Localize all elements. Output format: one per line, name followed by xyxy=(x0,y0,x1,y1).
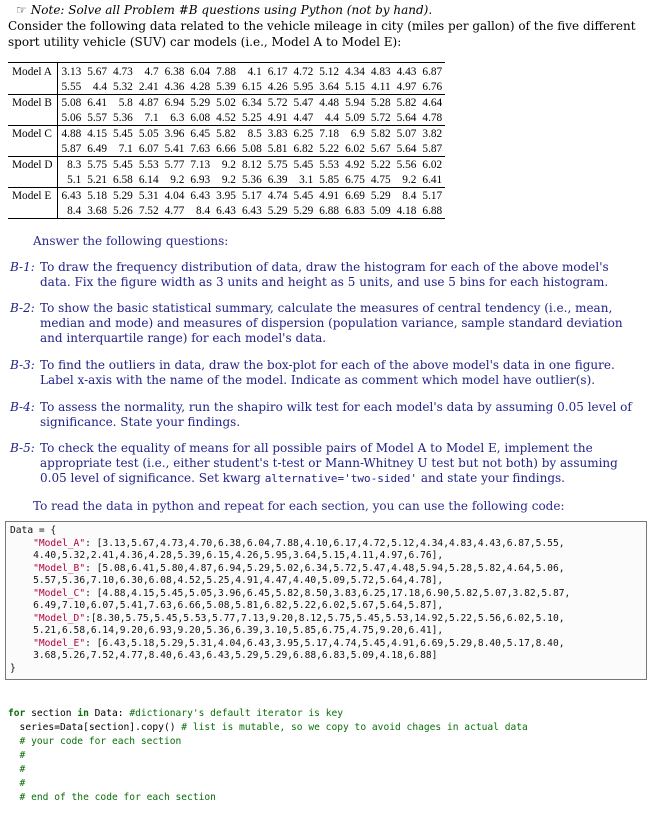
mileage-cell: 5.17 xyxy=(422,189,443,202)
mileage-cell: 7.88 xyxy=(213,63,239,80)
mileage-cell: 4.43 xyxy=(394,63,420,80)
mileage-cell: 4.83 xyxy=(368,63,394,80)
loop-line: for section in Data: #dictionary's default iterator is key xyxy=(8,708,344,719)
mileage-cell: 5.36 xyxy=(239,172,265,188)
mileage-cell: 4.36 xyxy=(162,79,188,95)
mileage-cell: 6.43 xyxy=(239,203,265,219)
mileage-cell: 4.78 xyxy=(419,110,445,126)
mileage-cell: 4.11 xyxy=(368,79,394,95)
model-name-cell: Model C xyxy=(8,126,58,142)
mileage-cell: 5.55 xyxy=(58,79,84,95)
mileage-cell: 5.29 xyxy=(291,203,317,219)
mileage-cell: 4.75 xyxy=(368,172,394,188)
question-b4 xyxy=(10,400,650,432)
mileage-cell: 8.5 xyxy=(247,127,262,140)
mileage-cell: 5.39 xyxy=(213,79,239,95)
mileage-cell: 6.34 xyxy=(241,96,262,109)
mileage-cell: 6.87 xyxy=(419,63,445,80)
table-row xyxy=(8,157,445,173)
code-values: : [5.08,6.41,5.80,4.87,6.94,5.29,5.02,6.34,5.72,5.47,4.48,5.94,5.28,5.82,4.64,5.06, xyxy=(85,563,565,574)
mileage-cell: 4.72 xyxy=(291,63,317,80)
model-name-cell xyxy=(8,141,58,157)
table-row xyxy=(8,110,445,126)
mileage-cell: 6.41 xyxy=(419,172,445,188)
mileage-cell: 5.53 xyxy=(138,158,159,171)
mileage-cell: 6.82 xyxy=(291,141,317,157)
mileage-cell: 5.32 xyxy=(110,79,136,95)
mileage-cell: 5.67 xyxy=(84,63,110,80)
mileage-cell: 8.12 xyxy=(241,158,262,171)
mileage-cell: 9.2 xyxy=(394,172,420,188)
code-key: "Model_C" xyxy=(33,588,86,599)
mileage-cell: 5.29 xyxy=(370,189,391,202)
mileage-cell: 5.75 xyxy=(267,158,288,171)
mileage-cell: 4.28 xyxy=(187,79,213,95)
mileage-cell: 6.43 xyxy=(213,203,239,219)
question-b5 xyxy=(10,441,650,489)
mileage-cell: 5.64 xyxy=(394,110,420,126)
model-name-cell: Model E xyxy=(8,188,58,204)
mileage-cell: 4.47 xyxy=(291,110,317,126)
code-line xyxy=(10,624,443,637)
table-row xyxy=(8,141,445,157)
mileage-cell: 9.2 xyxy=(162,172,188,188)
code-line xyxy=(10,574,443,587)
answer-heading: Answer the following questions: xyxy=(33,234,229,248)
mileage-cell: 8.4 xyxy=(402,189,417,202)
mileage-cell: 5.47 xyxy=(293,96,314,109)
table-row xyxy=(8,203,445,219)
code-values: 5.57,5.36,7.10,6.30,6.08,4.52,5.25,4.91,4.47,4.40,5.09,5.72,5.64,4.78], xyxy=(33,575,444,586)
mileage-cell: 5.15 xyxy=(342,79,368,95)
mileage-cell: 5.72 xyxy=(368,110,394,126)
mileage-cell: 5.41 xyxy=(162,141,188,157)
question-label: B-4: xyxy=(10,400,35,414)
loop-code xyxy=(8,707,528,805)
model-name-cell xyxy=(8,110,58,126)
model-name-cell: Model A xyxy=(8,63,58,80)
mileage-cell: 5.72 xyxy=(267,96,288,109)
mileage-cell: 5.95 xyxy=(291,79,317,95)
mileage-cell: 7.1 xyxy=(110,141,136,157)
mileage-cell: 5.28 xyxy=(370,96,391,109)
question-text xyxy=(40,441,640,486)
question-text: To show the basic statistical summary, calculate the measures of central tendency (i.e., mean, median and mode) and measures of dispersion (population variance, sample standard deviation and interquartile range) for each model's data. xyxy=(40,301,623,345)
mileage-cell: 6.38 xyxy=(162,63,188,80)
mileage-cell: 6.58 xyxy=(110,172,136,188)
question-label: B-1: xyxy=(10,260,35,274)
mileage-cell: 6.04 xyxy=(187,63,213,80)
mileage-cell: 4.52 xyxy=(213,110,239,126)
mileage-cell: 7.52 xyxy=(136,203,162,219)
question-text-before: To check the equality of means for all possible pairs of Model A to Model E, implement the appropriate test (i.e., either student's t-test or Mann-Whitney U test but not both) by assuming 0.05 level of significance. Set kwarg xyxy=(40,441,618,485)
question-label: B-3: xyxy=(10,358,35,372)
mileage-cell: 6.17 xyxy=(265,63,291,80)
code-values: : [6.43,5.18,5.29,5.31,4.04,6.43,3.95,5.17,4.74,5.45,4.91,6.69,5.29,8.40,5.17,8.40, xyxy=(85,638,565,649)
mileage-cell: 3.64 xyxy=(316,79,342,95)
mileage-cell: 5.08 xyxy=(239,141,265,157)
code-key: "Model_D" xyxy=(33,613,86,624)
mileage-cell: 5.56 xyxy=(396,158,417,171)
mileage-cell: 5.18 xyxy=(87,189,108,202)
model-name-cell: Model B xyxy=(8,95,58,111)
mileage-cell: 3.82 xyxy=(422,127,443,140)
mileage-cell: 4.7 xyxy=(136,63,162,80)
loop-line: series=Data[section].copy() # list is mutable, so we copy to avoid chages in actual data xyxy=(8,722,528,733)
mileage-table xyxy=(8,62,445,219)
model-name-cell xyxy=(8,172,58,188)
question-text: To find the outliers in data, draw the box-plot for each of the above model's data in one figure. Label x-axis with the name of the model. Indicate as comment which model have outlier(s). xyxy=(40,358,615,387)
note-line xyxy=(16,3,432,17)
model-name-cell xyxy=(8,79,58,95)
mileage-cell: 5.21 xyxy=(84,172,110,188)
mileage-cell: 4.18 xyxy=(394,203,420,219)
mileage-cell: 6.94 xyxy=(164,96,185,109)
mileage-cell: 7.18 xyxy=(319,127,340,140)
mileage-cell: 6.45 xyxy=(190,127,211,140)
mileage-cell: 5.1 xyxy=(58,172,84,188)
mileage-cell: 3.68 xyxy=(84,203,110,219)
mileage-cell: 6.93 xyxy=(187,172,213,188)
code-values: 4.40,5.32,2.41,4.36,4.28,5.39,6.15,4.26,5.95,3.64,5.15,4.11,4.97,6.76], xyxy=(33,550,444,561)
mileage-cell: 6.88 xyxy=(316,203,342,219)
question-b1 xyxy=(10,260,650,292)
mileage-cell: 3.95 xyxy=(216,189,236,202)
mileage-cell: 4.92 xyxy=(345,158,365,171)
mileage-cell: 7.13 xyxy=(190,158,211,171)
question-label: B-5: xyxy=(10,441,35,455)
mileage-cell: 9.2 xyxy=(221,158,236,171)
code-values: 6.49,7.10,6.07,5.41,7.63,6.66,5.08,5.81,6.82,5.22,6.02,5.67,5.64,5.87], xyxy=(33,600,444,611)
mileage-cell: 6.43 xyxy=(61,189,82,202)
mileage-cell: 5.36 xyxy=(110,110,136,126)
mileage-cell: 6.3 xyxy=(162,110,188,126)
mileage-cell: 5.77 xyxy=(164,158,185,171)
model-name-cell xyxy=(8,203,58,219)
mileage-cell: 5.82 xyxy=(396,96,417,109)
code-values: 3.68,5.26,7.52,4.77,8.40,6.43,6.43,5.29,5.29,6.88,6.83,5.09,4.18,6.88] xyxy=(33,650,438,661)
mileage-cell: 6.15 xyxy=(239,79,265,95)
table-row xyxy=(8,126,445,142)
mileage-cell: 8.4 xyxy=(187,203,213,219)
mileage-cell: 5.08 xyxy=(61,96,82,109)
code-values: 5.21,6.58,6.14,9.20,6.93,9.20,5.36,6.39,3.10,5.85,6.75,4.75,9.20,6.41], xyxy=(33,625,444,636)
mileage-cell: 3.96 xyxy=(164,127,185,140)
mileage-cell: 5.57 xyxy=(84,110,110,126)
mileage-cell: 5.85 xyxy=(316,172,342,188)
code-key: "Model_B" xyxy=(33,563,86,574)
mileage-cell: 8.3 xyxy=(67,158,82,171)
table-row xyxy=(8,172,445,188)
loop-comment: # xyxy=(8,778,26,789)
mileage-cell: 5.02 xyxy=(216,96,236,109)
loop-comment: # end of the code for each section xyxy=(8,792,216,803)
mileage-cell: 4.26 xyxy=(265,79,291,95)
code-key: "Model_E" xyxy=(33,638,86,649)
mileage-cell: 6.02 xyxy=(422,158,443,171)
mileage-cell: 6.25 xyxy=(293,127,314,140)
mileage-cell: 6.75 xyxy=(342,172,368,188)
mileage-cell: 6.69 xyxy=(345,189,365,202)
mileage-cell: 5.17 xyxy=(241,189,262,202)
mileage-cell: 7.1 xyxy=(136,110,162,126)
inline-code: alternative='two-sided' xyxy=(264,472,418,485)
mileage-cell: 7.63 xyxy=(187,141,213,157)
question-text: To assess the normality, run the shapiro wilk test for each model's data by assuming 0.05 level of significance. State your findings. xyxy=(40,400,632,429)
mileage-cell: 6.41 xyxy=(87,96,108,109)
mileage-cell: 5.45 xyxy=(293,189,314,202)
mileage-cell: 5.82 xyxy=(216,127,236,140)
mileage-cell: 4.91 xyxy=(265,110,291,126)
mileage-cell: 5.22 xyxy=(370,158,391,171)
mileage-cell: 6.08 xyxy=(187,110,213,126)
mileage-cell: 5.87 xyxy=(419,141,445,157)
code-line xyxy=(10,599,443,612)
mileage-cell: 6.43 xyxy=(190,189,211,202)
mileage-cell: 5.81 xyxy=(265,141,291,157)
mileage-cell: 6.66 xyxy=(213,141,239,157)
mileage-cell: 5.25 xyxy=(239,110,265,126)
code-line xyxy=(10,649,437,662)
mileage-cell: 6.76 xyxy=(419,79,445,95)
question-text: To draw the frequency distribution of data, draw the histogram for each of the above model's data. Fix the figure width as 3 units and height as 5 units, and use 5 bins for each histogram. xyxy=(40,260,609,289)
mileage-cell: 5.67 xyxy=(368,141,394,157)
mileage-cell: 5.94 xyxy=(345,96,365,109)
mileage-cell: 6.07 xyxy=(136,141,162,157)
code-line xyxy=(10,549,443,562)
question-text-after: and state your findings. xyxy=(417,471,565,485)
table-row xyxy=(8,79,445,95)
code-open: Data = { xyxy=(10,525,57,536)
mileage-cell: 5.07 xyxy=(396,127,417,140)
mileage-cell: 6.49 xyxy=(84,141,110,157)
mileage-cell: 3.13 xyxy=(58,63,84,80)
mileage-cell: 5.29 xyxy=(265,203,291,219)
mileage-cell: 5.87 xyxy=(58,141,84,157)
mileage-cell: 4.88 xyxy=(61,127,82,140)
code-block xyxy=(5,521,647,680)
mileage-cell: 6.39 xyxy=(265,172,291,188)
mileage-cell: 4.73 xyxy=(110,63,136,80)
mileage-cell: 4.04 xyxy=(164,189,185,202)
mileage-cell: 5.53 xyxy=(319,158,340,171)
mileage-cell: 8.4 xyxy=(58,203,84,219)
mileage-cell: 5.12 xyxy=(316,63,342,80)
table-row xyxy=(8,95,445,111)
mileage-cell: 5.05 xyxy=(138,127,159,140)
mileage-cell: 3.83 xyxy=(267,127,288,140)
mileage-cell: 5.45 xyxy=(113,158,133,171)
mileage-cell: 4.91 xyxy=(319,189,340,202)
mileage-cell: 4.1 xyxy=(239,63,265,80)
mileage-cell: 4.4 xyxy=(84,79,110,95)
mileage-cell: 5.82 xyxy=(370,127,391,140)
code-close: } xyxy=(10,663,16,674)
mileage-cell: 4.15 xyxy=(87,127,108,140)
mileage-cell: 3.1 xyxy=(291,172,317,188)
mileage-cell: 6.83 xyxy=(342,203,368,219)
table-row xyxy=(8,63,445,80)
mileage-cell: 4.34 xyxy=(342,63,368,80)
mileage-cell: 4.64 xyxy=(422,96,443,109)
mileage-cell: 4.48 xyxy=(319,96,340,109)
pointing-hand-icon: ☞ xyxy=(16,3,27,17)
mileage-cell: 4.74 xyxy=(267,189,288,202)
question-label: B-2: xyxy=(10,301,35,315)
code-values: : [3.13,5.67,4.73,4.70,6.38,6.04,7.88,4.10,6.17,4.72,5.12,4.34,4.83,4.43,6.87,5.55, xyxy=(85,538,565,549)
mileage-cell: 5.45 xyxy=(293,158,314,171)
mileage-cell: 5.09 xyxy=(342,110,368,126)
mileage-cell: 6.9 xyxy=(350,127,365,140)
mileage-cell: 2.41 xyxy=(136,79,162,95)
mileage-cell: 4.97 xyxy=(394,79,420,95)
read-instruction: To read the data in python and repeat for each section, you can use the following code: xyxy=(33,499,565,513)
code-key: "Model_A" xyxy=(33,538,86,549)
mileage-cell: 5.8 xyxy=(118,96,133,109)
code-values: :[8.30,5.75,5.45,5.53,5.77,7.13,9.20,8.12,5.75,5.45,5.53,14.92,5.22,5.56,6.02,5.10, xyxy=(85,613,565,624)
loop-comment: # your code for each section xyxy=(8,736,182,747)
model-name-cell: Model D xyxy=(8,157,58,173)
mileage-cell: 5.29 xyxy=(190,96,211,109)
mileage-cell: 6.88 xyxy=(419,203,445,219)
mileage-cell: 5.31 xyxy=(138,189,159,202)
mileage-cell: 5.22 xyxy=(316,141,342,157)
loop-comment: # xyxy=(8,750,26,761)
table-row xyxy=(8,188,445,204)
mileage-cell: 5.09 xyxy=(368,203,394,219)
mileage-cell: 6.14 xyxy=(136,172,162,188)
mileage-cell: 5.06 xyxy=(58,110,84,126)
mileage-cell: 5.75 xyxy=(87,158,108,171)
question-b3 xyxy=(10,358,650,390)
mileage-cell: 5.26 xyxy=(110,203,136,219)
mileage-cell: 5.45 xyxy=(113,127,133,140)
loop-comment: # xyxy=(8,764,26,775)
intro-paragraph: Consider the following data related to the vehicle mileage in city (miles per gallon) of the five different sport utility vehicle (SUV) car models (i.e., Model A to Model E): xyxy=(8,19,636,49)
mileage-cell: 5.29 xyxy=(113,189,133,202)
mileage-cell: 4.87 xyxy=(138,96,159,109)
note-text: Note: Solve all Problem #B questions using Python (not by hand). xyxy=(30,3,433,17)
mileage-cell: 5.64 xyxy=(394,141,420,157)
mileage-cell: 9.2 xyxy=(213,172,239,188)
question-b2 xyxy=(10,301,650,349)
code-values: : [4.88,4.15,5.45,5.05,3.96,6.45,5.82,8.50,3.83,6.25,17.18,6.90,5.82,5.07,3.82,5.87, xyxy=(85,588,571,599)
mileage-cell: 4.77 xyxy=(162,203,188,219)
mileage-cell: 4.4 xyxy=(316,110,342,126)
mileage-cell: 6.02 xyxy=(342,141,368,157)
